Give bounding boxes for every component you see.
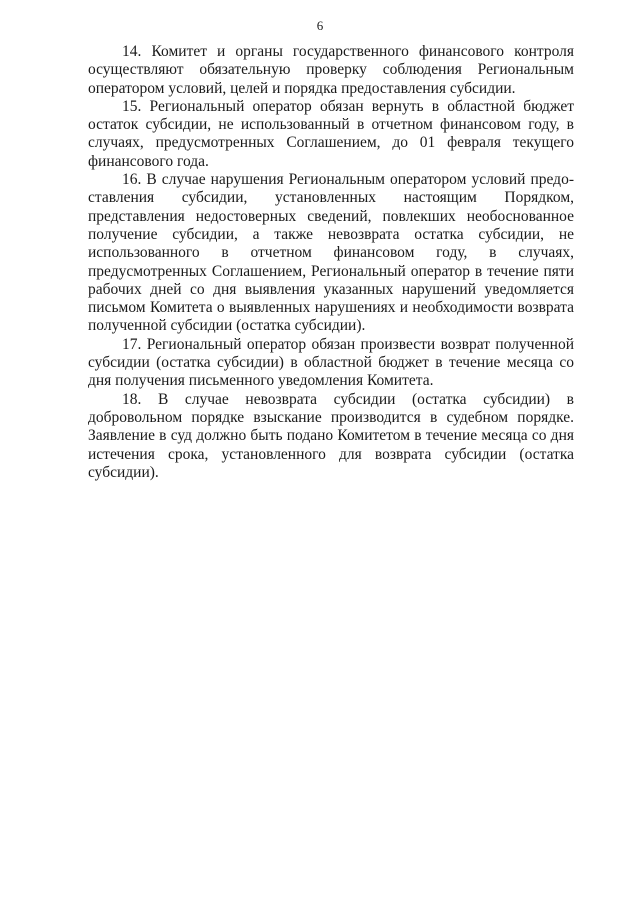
paragraph-16: 16. В случае нарушения Региональным оператором условий предоставления субсидии, установленных настоящим Порядком, представления недостоверных сведений, повлекших необоснованное получение субсидии, а также невозврата остатка субсидии, не использованного в отчетном финансовом году, в случаях, предусмотренных Соглашением, Региональный оператор в течение пяти рабочих дней со дня выявления указанных нарушений уведомляется письмом Комитета о выявленных нарушениях и необходимости возврата полученной субсидии (остатка субсидии). [88,171,574,335]
paragraph-17: 17. Региональный оператор обязан произвести возврат полученной субсидии (остатка субсидии) в областной бюджет в течение месяца со дня получения письменного уведомления Комитета. [88,335,574,390]
paragraph-14: 14. Комитет и органы государственного финансового контроля осуществляют обязательную проверку соблюдения Региональным оператором условий, целей и порядка предоставления субсидии. [88,43,574,97]
paragraph-18: 18. В случае невозврата субсидии (остатка субсидии) в добровольном порядке взыскание производится в судебном порядке. Заявление в суд должно быть подано Комитетом в течение месяца со дня истечения срока, установленного для возврата субсидии (остатка субсидии). [88,390,574,481]
document-body [88,43,574,482]
paragraph-15: 15. Региональный оператор обязан вернуть в областной бюджет остаток субсидии, не использованный в отчетном финансовом году, в случаях, предусмотренных Соглашением, до 01 февраля текущего финансового года. [88,97,574,170]
page-number: 6 [316,18,324,33]
